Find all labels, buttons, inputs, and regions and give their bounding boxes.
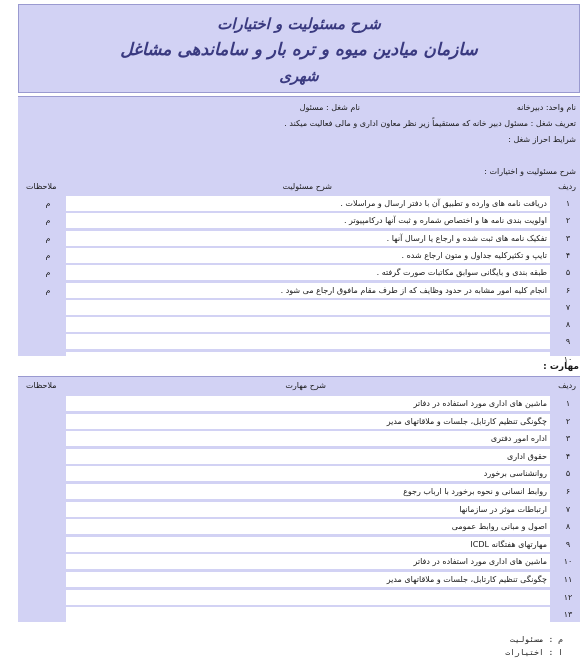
duty-row-description [66, 352, 550, 367]
duty-row-description: تفکیک نامه های ثبت شده و ارجاع یا ارسال آنها . [66, 231, 550, 246]
duty-row-description: انجام کلیه امور مشابه در حدود وظایف که از طرف مقام مافوق ارجاع می شود . [66, 283, 550, 298]
duty-row-note: م [45, 285, 51, 295]
duty-row [18, 264, 580, 281]
duty-row-description [66, 300, 550, 315]
duty-row-description: اولویت بندی نامه ها و اختصاص شماره و ثبت آنها درکامپیوتر . [66, 213, 550, 228]
skill-row-description: روابط انسانی و نحوه برخورد با ارباب رجوع [66, 484, 550, 499]
unit-name: نام واحد: دبیرخانه [516, 103, 576, 112]
skill-row [18, 483, 580, 500]
duties-col-num: ردیف [558, 182, 576, 191]
duties-col-desc: شرح مسئولیت [282, 182, 332, 191]
skills-panel [18, 376, 580, 622]
duties-panel [18, 96, 580, 364]
duty-row-number: ۶ [565, 285, 571, 295]
duty-row [18, 299, 580, 316]
skill-row [18, 430, 580, 447]
skill-row-number: ۳ [565, 434, 571, 444]
skill-row [18, 571, 580, 588]
skill-row-description: حقوق اداری [66, 449, 550, 464]
skill-row-description [66, 607, 550, 622]
duty-row-description [66, 317, 550, 332]
skills-col-num: ردیف [558, 381, 576, 390]
duties-title: شرح مسئولیت و اختیارات : [484, 167, 576, 176]
duty-row [18, 316, 580, 333]
skill-row-description: ارتباطات موثر در سازمانها [66, 502, 550, 517]
duty-row-note: م [45, 233, 51, 243]
skill-row [18, 448, 580, 465]
legend-authority: ا : اختیارات [505, 648, 563, 657]
skill-row [18, 553, 580, 570]
skill-row-number: ۶ [565, 487, 571, 496]
skill-row [18, 589, 580, 606]
job-conditions: شرایط احراز شغل : [508, 135, 576, 144]
skill-row [18, 501, 580, 518]
skills-title: مهارت : [543, 362, 579, 372]
duty-row-description: دریافت نامه های وارده و تطبیق آن با دفتر ارسال و مراسلات . [66, 196, 550, 211]
skill-row-description: مهارتهای هفتگانه ICDL [66, 537, 550, 552]
skill-row-description [66, 590, 550, 605]
skill-row-description: اصول و مبانی روابط عمومی [66, 519, 550, 534]
duty-row-note: م [45, 199, 51, 208]
duty-row-number: ۹ [565, 337, 571, 347]
skill-row [18, 413, 580, 430]
skills-col-note: ملاحظات [26, 381, 57, 390]
duty-row-number: ۱۰ [563, 354, 573, 364]
duty-row-number: ۱ [565, 199, 571, 208]
skill-row-number: ۹ [565, 539, 571, 549]
skill-row-description: ماشین های اداری مورد استفاده در دفاتر [66, 554, 550, 569]
duty-row [18, 195, 580, 212]
duty-row-number: ۴ [565, 250, 571, 260]
skill-row-number: ۸ [565, 522, 571, 532]
skill-row-number: ۱۰ [563, 557, 573, 567]
duty-row-number: ۳ [565, 233, 571, 243]
skill-row-number: ۱۲ [563, 592, 573, 602]
skill-row-description: ماشین های اداری مورد استفاده در دفاتر [66, 396, 550, 411]
duty-row-description [66, 334, 550, 349]
skill-row-number: ۷ [565, 504, 571, 514]
duties-col-note: ملاحظات [26, 182, 57, 191]
skill-row-number: ۵ [565, 469, 571, 479]
job-definition: تعریف شغل : مسئول دبیر خانه که مستقیماً زیر نظر معاون اداری و مالی فعالیت میکند . [284, 119, 576, 128]
skill-row-description: چگونگی تنظیم کارتابل، جلسات و ملاقاتهای مدیر [66, 414, 550, 429]
skill-row [18, 606, 580, 623]
duty-row-note: م [45, 268, 51, 278]
duty-row-note: م [45, 250, 51, 260]
duty-row-description: تایپ و تکثیرکلیه جداول و متون ارجاع شده . [66, 248, 550, 263]
skill-row-description: روانشناسی برخورد [66, 466, 550, 481]
skill-row-number: ۱۱ [563, 575, 573, 584]
skill-row [18, 518, 580, 535]
duty-row [18, 282, 580, 299]
header-organization-cont: شهری [279, 67, 319, 85]
duty-row-number: ۲ [565, 216, 571, 226]
duty-row-number: ۵ [565, 268, 571, 278]
duty-row [18, 351, 580, 368]
skill-row-number: ۱ [565, 399, 571, 408]
skill-row [18, 395, 580, 412]
duty-row-number: ۷ [565, 302, 571, 312]
document-header [18, 4, 580, 93]
duty-row-note: م [45, 216, 51, 226]
duty-row [18, 247, 580, 264]
skill-row-number: ۱۳ [563, 610, 573, 620]
skill-row-number: ۲ [565, 416, 571, 426]
skill-row-number: ۴ [565, 451, 571, 461]
duty-row-number: ۸ [565, 320, 571, 330]
skill-row-description: اداره امور دفتری [66, 431, 550, 446]
skills-col-desc: شرح مهارت [285, 381, 326, 390]
header-organization: سازمان میادین میوه و تره بار و ساماندهی مشاغل [120, 40, 478, 60]
header-title: شرح مسئولیت و اختیارات [217, 15, 381, 33]
duty-row [18, 333, 580, 350]
skill-row-description: چگونگی تنظیم کارتابل، جلسات و ملاقاتهای مدیر [66, 572, 550, 587]
job-name: نام شغل : مسئول [299, 103, 360, 112]
duty-row [18, 230, 580, 247]
duty-row-description: طبقه بندی و بایگانی سوابق مکاتبات صورت گرفته . [66, 265, 550, 280]
duty-row [18, 212, 580, 229]
legend-responsibility: م : مسئولیت [510, 635, 563, 644]
skill-row [18, 536, 580, 553]
skill-row [18, 465, 580, 482]
